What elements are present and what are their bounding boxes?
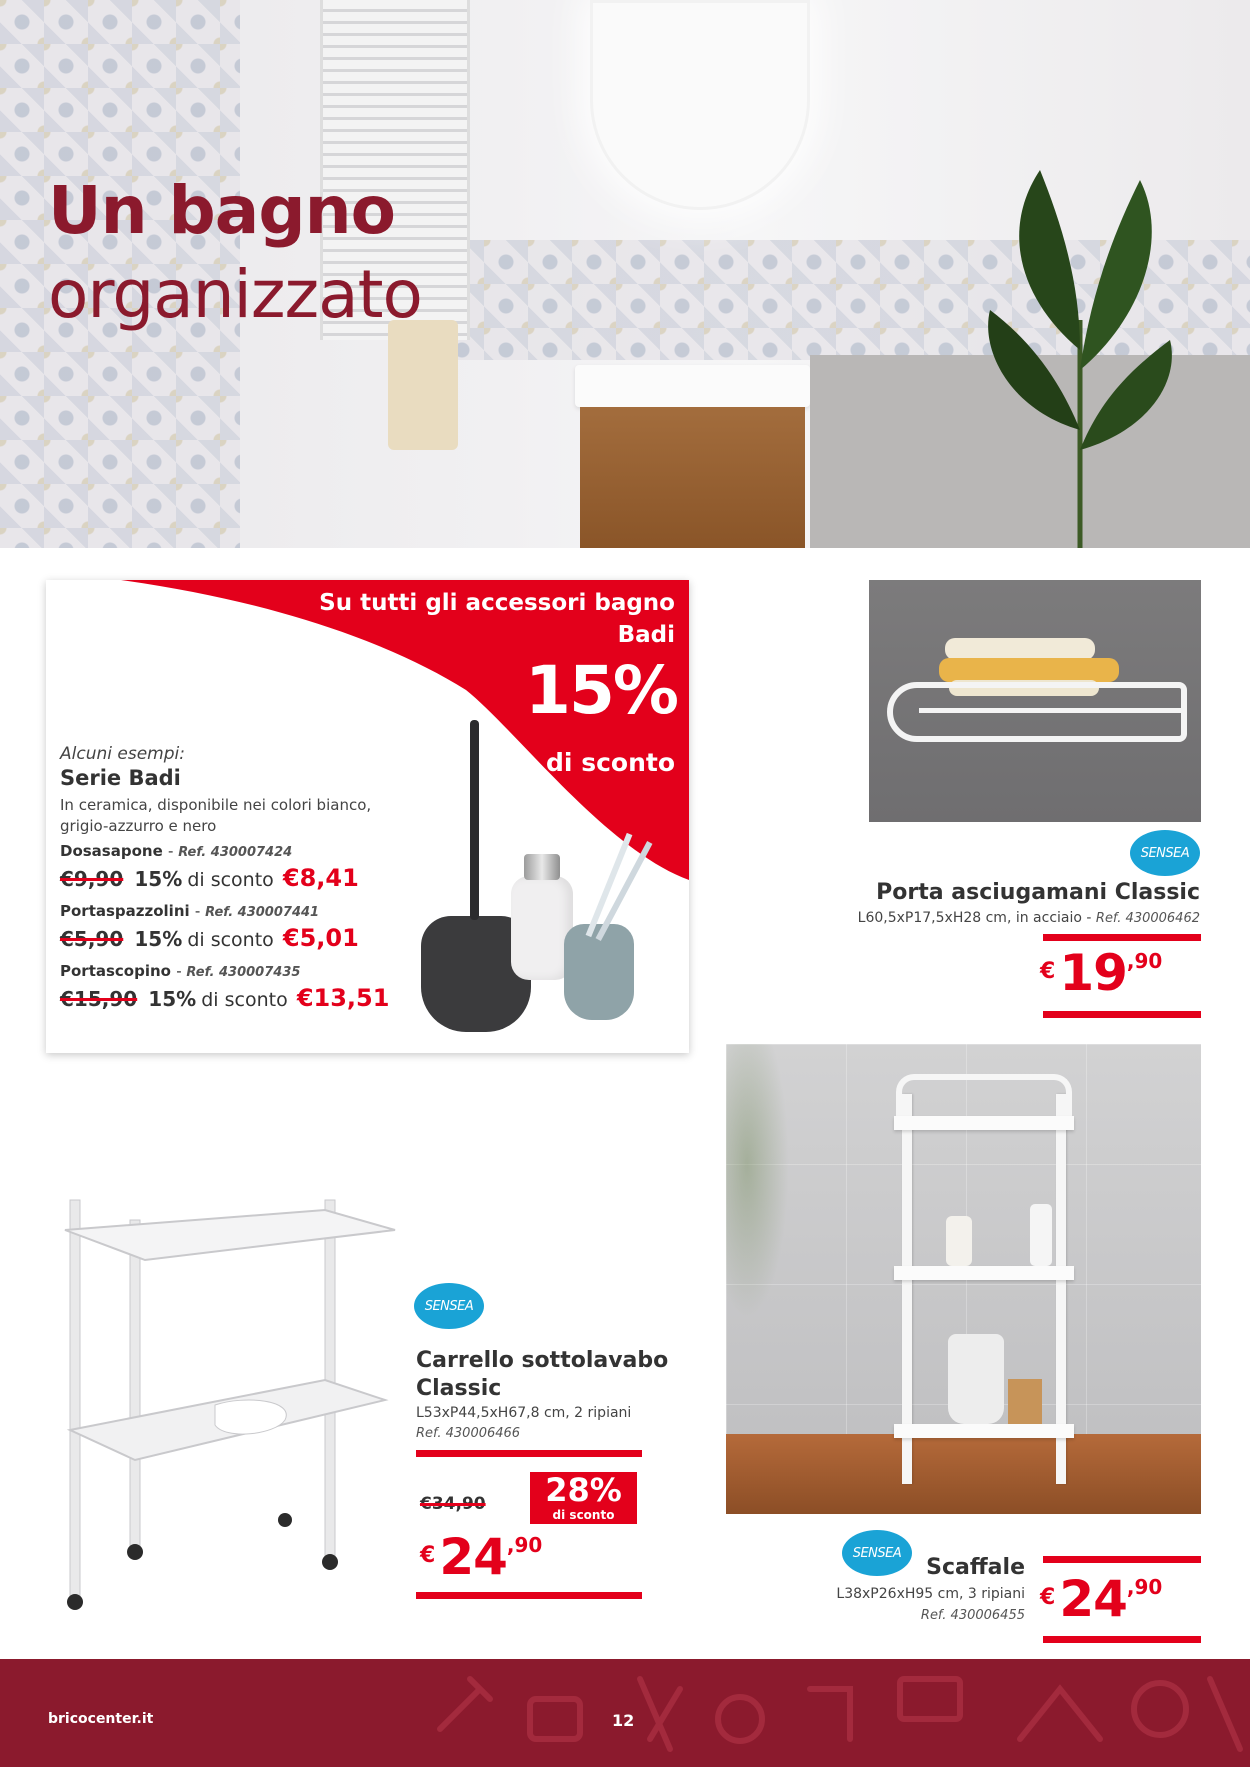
footer-site[interactable]: bricocenter.it: [48, 1711, 154, 1727]
soap-pump: [524, 854, 560, 880]
trolley-price-int: 24: [439, 1528, 507, 1586]
badi-series-title: Serie Badi: [60, 766, 181, 790]
sensea-logo-towel: SENSEA: [1130, 830, 1200, 876]
item-name: Dosasapone: [60, 842, 163, 860]
item-discount-pct: 15%: [134, 867, 183, 891]
footer-page-number: 12: [612, 1711, 635, 1730]
item-discount-pct: 15%: [134, 927, 183, 951]
hero-wood-cabinet: [580, 407, 805, 548]
badi-discount-label: di sconto: [546, 748, 675, 777]
item-ref: Ref. 430007435: [186, 965, 301, 980]
trolley-title-line1: Carrello sottolavabo: [416, 1348, 669, 1373]
toilet-brush-handle: [470, 720, 479, 920]
trolley-desc: L53xP44,5xH67,8 cm, 2 ripiani: [416, 1405, 632, 1421]
item-price-line: [60, 984, 420, 1012]
badi-item-portascopino: [60, 962, 420, 1012]
item-old-price: €15,90: [60, 987, 138, 1011]
badi-desc-line1: In ceramica, disponibile nei colori bianco,: [60, 796, 372, 814]
trolley-price-currency: €: [420, 1543, 436, 1568]
shelf-price-bar-top: [1043, 1556, 1201, 1563]
footer-tool-pattern: [420, 1659, 1250, 1767]
badi-promo-box: [46, 580, 689, 1053]
trolley-old-price: €34,90: [420, 1494, 486, 1514]
shelf-wood-floor: [726, 1434, 1201, 1514]
hero-plant: [980, 150, 1180, 548]
towel-price-int: 19: [1059, 944, 1127, 1002]
trolley-discount-pct: 28%: [545, 1471, 622, 1509]
item-ref: Ref. 430007424: [178, 845, 293, 860]
shelf-ref: Ref. 430006455: [920, 1608, 1025, 1623]
item-discount-label: di sconto: [201, 989, 288, 1011]
hero-mirror: [590, 0, 810, 210]
shelf-price-bar-bottom: [1043, 1636, 1201, 1643]
towel-desc: L60,5xP17,5xH28 cm, in acciaio -: [857, 910, 1096, 926]
badi-item-dosasapone: [60, 842, 400, 892]
badi-banner-line1: Su tutti gli accessori bagno: [319, 590, 675, 616]
item-price-line: [60, 864, 400, 892]
trolley-ref: Ref. 430006466: [416, 1426, 521, 1441]
shelf-price: [1040, 1570, 1162, 1628]
shelf-tier-1: [894, 1116, 1074, 1130]
shelf-jug: [948, 1334, 1004, 1424]
footer: [0, 1659, 1250, 1767]
towel-price-bar-top: [1043, 934, 1201, 941]
hero-title-line2: organizzato: [48, 256, 422, 333]
item-discount-label: di sconto: [187, 869, 274, 891]
trolley-illustration: [55, 1190, 405, 1610]
towel-stack-middle: [939, 658, 1119, 682]
towel-price-currency: €: [1040, 959, 1056, 984]
item-discount-pct: 15%: [148, 987, 197, 1011]
hero-banner: [0, 0, 1250, 548]
item-name: Portascopino: [60, 962, 171, 980]
item-discount-label: di sconto: [187, 929, 274, 951]
sensea-logo-trolley: SENSEA: [414, 1283, 484, 1329]
shelf-photo: [726, 1044, 1201, 1514]
item-old-price: €5,90: [60, 927, 124, 951]
trolley-price-bar-bottom: [416, 1592, 642, 1599]
towel-stack-top: [945, 638, 1095, 660]
towel-price-bar-bottom: [1043, 1011, 1201, 1018]
sensea-logo-shelf: SENSEA: [842, 1530, 912, 1576]
trolley-price: [420, 1528, 542, 1586]
shelf-wood-box: [1008, 1379, 1042, 1424]
shelf-tier-3: [894, 1424, 1074, 1438]
badi-desc-line2: grigio-azzurro e nero: [60, 817, 217, 835]
item-name-line: Portascopino - Ref. 430007435: [60, 962, 301, 980]
item-new-price: €8,41: [282, 864, 359, 892]
trolley-discount-badge: [530, 1472, 637, 1524]
hero-sink: [575, 365, 810, 407]
shelf-desc: L38xP26xH95 cm, 3 ripiani: [836, 1586, 1025, 1602]
towel-desc-line: [858, 910, 1200, 926]
shelf-price-int: 24: [1059, 1570, 1127, 1628]
shelf-dispenser: [1030, 1204, 1052, 1266]
shelf-bottles: [946, 1216, 972, 1266]
shelf-title: Scaffale: [926, 1555, 1025, 1580]
item-name: Portaspazzolini: [60, 902, 190, 920]
hero-title-line1: Un bagno: [48, 172, 395, 249]
trolley-title-line2: Classic: [416, 1376, 502, 1401]
towel-title: Porta asciugamani Classic: [876, 880, 1200, 905]
item-price-line: [60, 924, 400, 952]
trolley-price-dec: ,90: [506, 1533, 543, 1557]
item-name-line: Dosasapone - Ref. 430007424: [60, 842, 293, 860]
item-old-price: €9,90: [60, 867, 124, 891]
badi-intro: Alcuni esempi:: [60, 744, 185, 764]
towel-rack-photo: [869, 580, 1201, 822]
item-new-price: €13,51: [296, 984, 390, 1012]
badi-discount-percent: 15%: [525, 652, 677, 729]
hero-hanging-towel: [388, 320, 458, 450]
badi-item-portaspazzolini: [60, 902, 400, 952]
item-name-line: Portaspazzolini - Ref. 430007441: [60, 902, 320, 920]
trolley-discount-label: di sconto: [552, 1508, 615, 1522]
trolley-price-bar-top: [416, 1450, 642, 1457]
towel-ref: Ref. 430006462: [1095, 911, 1200, 926]
towel-price-dec: ,90: [1126, 949, 1163, 973]
item-new-price: €5,01: [282, 924, 359, 952]
shelf-tier-2: [894, 1266, 1074, 1280]
item-ref: Ref. 430007441: [205, 905, 320, 920]
badi-banner-line2: Badi: [617, 622, 675, 648]
towel-price: [1040, 944, 1162, 1002]
shelf-plant-leaves: [726, 1044, 796, 1344]
shelf-price-currency: €: [1040, 1585, 1056, 1610]
shelf-price-dec: ,90: [1126, 1575, 1163, 1599]
rack-rail-mid: [919, 708, 1187, 713]
